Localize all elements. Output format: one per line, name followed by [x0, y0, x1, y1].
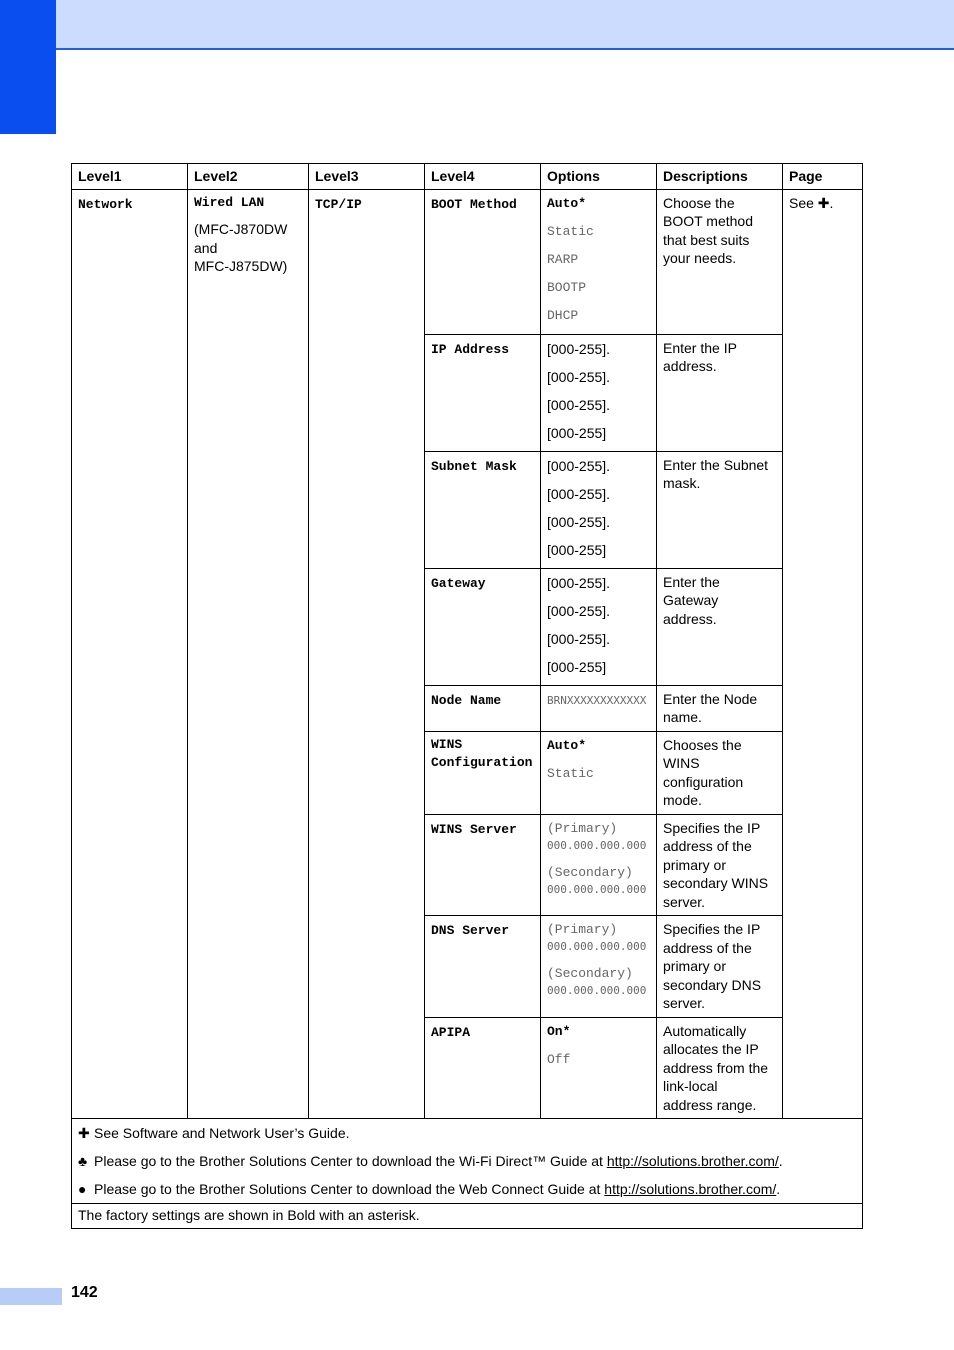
header-level4: Level4 [425, 164, 541, 190]
solutions-link[interactable]: http://solutions.brother.com/ [606, 1153, 779, 1169]
description-line: that best suits [663, 231, 750, 248]
top-header-line [56, 48, 954, 50]
options-cell [541, 189, 657, 334]
options-cell [541, 1017, 657, 1119]
header-descriptions: Descriptions [657, 164, 783, 190]
description-line: address of the [663, 838, 752, 854]
options-cell [541, 814, 657, 916]
description-cell [657, 1017, 783, 1119]
factory-note: The factory settings are shown in Bold with an asterisk. [72, 1204, 863, 1229]
header-options: Options [541, 164, 657, 190]
level4-cell [425, 451, 541, 568]
description-line: allocates the IP [663, 1041, 759, 1057]
description-line: primary or [663, 958, 727, 974]
description-line: Automatically [663, 1022, 747, 1039]
options-cell [541, 334, 657, 451]
description-cell [657, 334, 783, 451]
option-item: (Secondary) [547, 966, 633, 981]
footnote [78, 1175, 856, 1203]
option-item: [000-255]. [547, 630, 611, 647]
level4-cell [425, 1017, 541, 1119]
description-line: primary or [663, 856, 727, 873]
club-icon: ♣ [78, 1153, 88, 1169]
option-item: 000.000.000.000 [547, 838, 647, 852]
option-item: 000.000.000.000 [547, 984, 647, 997]
options-cell [541, 685, 657, 731]
description-line: mode. [663, 792, 702, 808]
table-header-row [72, 164, 863, 190]
level2-note-line: (MFC-J870DW [194, 221, 288, 237]
description-cell [657, 451, 783, 568]
page-reference: See ✚. [789, 194, 834, 211]
level4-label: Subnet Mask [431, 458, 517, 474]
level2-note-line: and [194, 239, 218, 256]
header-level3: Level3 [309, 164, 425, 190]
footnote-text: See Software and Network User’s Guide. [94, 1125, 350, 1141]
description-cell [657, 814, 783, 916]
footnote [78, 1147, 856, 1175]
option-item: (Primary) [547, 820, 618, 836]
description-cell [657, 916, 783, 1018]
description-cell [657, 685, 783, 731]
description-line: configuration [663, 773, 744, 790]
description-line: address range. [663, 1096, 757, 1113]
option-item: Auto* [547, 737, 587, 753]
description-line: mask. [663, 475, 701, 491]
option-item: [000-255] [547, 541, 607, 558]
description-line: server. [663, 995, 706, 1011]
level4-label: IP Address [431, 341, 510, 357]
footnote-text: Please go to the Brother Solutions Center to download the Wi-Fi Direct™ Guide at [94, 1153, 607, 1169]
option-item: BRNXXXXXXXXXXXX [547, 693, 647, 707]
top-header-band [0, 0, 954, 50]
option-item: RARP [547, 251, 579, 267]
level4-label: WINS Server [431, 821, 517, 837]
footnote [78, 1119, 856, 1147]
level4-label: BOOT Method [431, 196, 517, 212]
option-item: [000-255]. [547, 485, 611, 502]
page-number-tab [0, 1288, 62, 1305]
level3-cell [309, 189, 425, 1119]
level4-cell [425, 568, 541, 685]
level3-label: TCP/IP [315, 196, 362, 212]
options-cell [541, 568, 657, 685]
option-item: 000.000.000.000 [547, 940, 647, 953]
option-item: Off [547, 1051, 571, 1067]
level4-cell [425, 916, 541, 1018]
description-line: address. [663, 610, 717, 627]
options-cell [541, 916, 657, 1018]
level2-cell [188, 189, 309, 1119]
settings-table [71, 163, 863, 1229]
level4-label: Gateway [431, 575, 486, 591]
footnote-text: . [778, 1153, 783, 1169]
level4-label: DNS Server [431, 923, 510, 938]
option-item: [000-255] [547, 658, 607, 675]
level2-note-line: MFC-J875DW) [194, 258, 288, 274]
options-cell [541, 451, 657, 568]
option-item: [000-255]. [547, 513, 611, 530]
description-line: Choose the [663, 194, 735, 211]
level4-cell [425, 685, 541, 731]
plus-icon: ✚ [78, 1125, 90, 1141]
description-line: your needs. [663, 250, 737, 266]
description-line: name. [663, 709, 702, 725]
description-line: WINS [663, 755, 700, 771]
level2-label: Wired LAN [194, 194, 265, 210]
header-page: Page [783, 164, 863, 190]
header-level1: Level1 [72, 164, 188, 190]
option-item: On* [547, 1023, 571, 1039]
description-line: Enter the Subnet [663, 456, 769, 473]
level4-label: APIPA [431, 1024, 471, 1040]
option-item: BOOTP [547, 279, 587, 295]
description-line: Specifies the IP [663, 819, 761, 836]
page-cell [783, 189, 863, 1119]
level4-cell [425, 189, 541, 334]
description-line: Enter the Node [663, 690, 758, 707]
option-item: [000-255]. [547, 340, 611, 357]
description-line: Enter the IP [663, 339, 737, 356]
option-item: [000-255]. [547, 368, 611, 385]
level4-label: WINS [431, 736, 463, 752]
description-line: link-local [663, 1078, 718, 1094]
option-item: [000-255]. [547, 574, 611, 591]
bullet-icon: ● [78, 1181, 87, 1197]
header-level2: Level2 [188, 164, 309, 190]
description-line: Enter the [663, 573, 720, 590]
description-line: server. [663, 893, 706, 910]
option-item: [000-255]. [547, 396, 611, 413]
level1-label: Network [78, 196, 133, 212]
footnote-text: . [776, 1181, 781, 1197]
option-item: (Secondary) [547, 864, 633, 880]
table-row [72, 189, 863, 334]
description-line: secondary WINS [663, 875, 769, 891]
description-cell [657, 189, 783, 334]
option-item: [000-255]. [547, 457, 611, 474]
description-line: BOOT method [663, 213, 754, 229]
option-item: Static [547, 765, 594, 781]
description-line: Specifies the IP [663, 921, 761, 937]
description-line: Gateway [663, 592, 719, 608]
level4-label: Node Name [431, 692, 502, 708]
footnotes-row [72, 1119, 863, 1204]
options-cell [541, 731, 657, 814]
footnotes-cell [72, 1119, 863, 1204]
description-line: address from the [663, 1059, 769, 1076]
footnote-text: Please go to the Brother Solutions Center to download the Web Connect Guide at [94, 1181, 605, 1197]
page-number: 142 [71, 1284, 98, 1301]
description-line: Chooses the [663, 736, 742, 753]
option-item: [000-255] [547, 424, 607, 441]
solutions-link[interactable]: http://solutions.brother.com/ [604, 1181, 777, 1197]
description-line: address of the [663, 939, 752, 956]
option-item: Static [547, 223, 594, 239]
option-item: Auto* [547, 195, 587, 211]
level4-cell [425, 814, 541, 916]
option-item: [000-255]. [547, 602, 611, 619]
option-item: (Primary) [547, 922, 618, 937]
option-item: 000.000.000.000 [547, 882, 647, 896]
level4-label: Configuration [431, 755, 533, 770]
chapter-tab [0, 0, 56, 134]
level1-cell [72, 189, 188, 1119]
level4-cell [425, 334, 541, 451]
description-cell [657, 568, 783, 685]
description-line: address. [663, 358, 717, 374]
option-item: DHCP [547, 307, 579, 323]
level4-cell [425, 731, 541, 814]
factory-note-row [72, 1204, 863, 1229]
description-line: secondary DNS [663, 976, 762, 993]
description-cell [657, 731, 783, 814]
